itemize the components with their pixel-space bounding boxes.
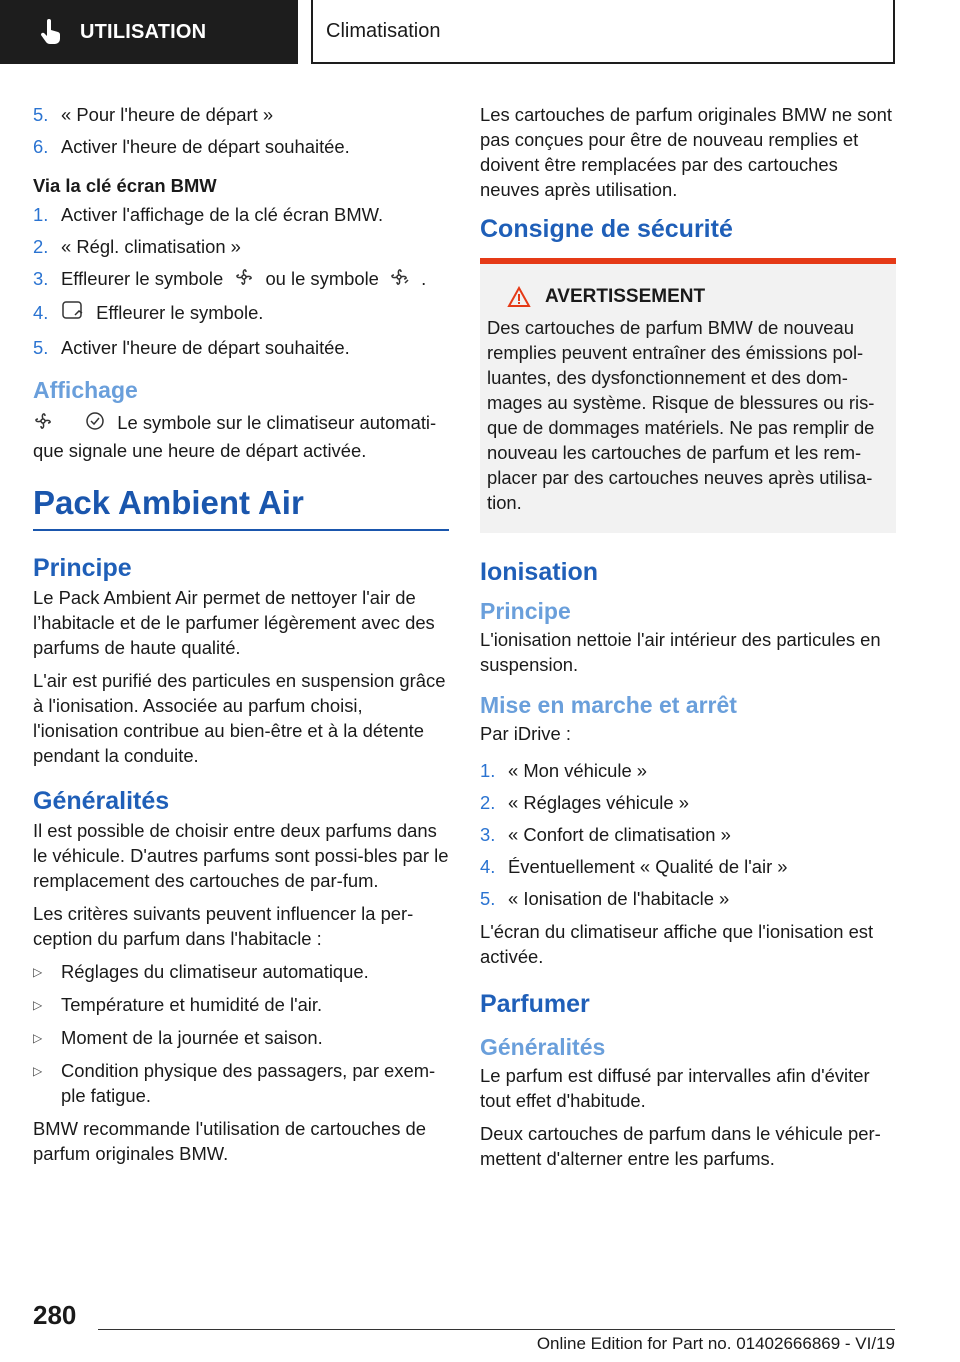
ionisation-heading: Ionisation bbox=[480, 558, 599, 586]
warning-triangle-icon bbox=[507, 286, 531, 308]
list-item bbox=[33, 234, 449, 259]
step-number: 5. bbox=[480, 888, 496, 909]
step-text bbox=[61, 300, 263, 328]
ionisation-note: L'écran du climatiseur affiche que l'ionisation est activée. bbox=[480, 921, 874, 967]
step-number: 6. bbox=[33, 136, 49, 157]
footer-divider bbox=[98, 1329, 895, 1330]
parfumer-heading: Parfumer bbox=[480, 990, 590, 1018]
principe-heading: Principe bbox=[480, 598, 571, 624]
step-number: 4. bbox=[480, 856, 496, 877]
fan-icon bbox=[234, 267, 254, 293]
list-item bbox=[480, 822, 896, 847]
principe-paragraph-1: Le Pack Ambient Air permet de nettoyer l'air de l’habitacle et de le parfumer légèrement avec des parfums de haute qualité. bbox=[33, 587, 435, 659]
list-item bbox=[33, 134, 449, 159]
step-text: « Pour l'heure de départ » bbox=[61, 104, 274, 125]
bullet-text: Réglages du climatiseur automatique. bbox=[61, 961, 369, 983]
timer-clock-icon bbox=[84, 410, 106, 438]
mise-en-marche-heading: Mise en marche et arrêt bbox=[480, 692, 737, 718]
step-number: 1. bbox=[33, 204, 49, 225]
bullet-text: Température et humidité de l'air. bbox=[61, 994, 323, 1016]
warning-header bbox=[487, 284, 888, 309]
via-title: Via la clé écran BMW bbox=[33, 175, 217, 196]
list-item bbox=[33, 300, 449, 328]
step-text-a: Effleurer le symbole. bbox=[96, 302, 264, 324]
list-item bbox=[33, 202, 449, 227]
step-number: 2. bbox=[480, 792, 496, 813]
section-tab bbox=[0, 0, 298, 64]
bullet-triangle-icon: ▷ bbox=[33, 1064, 43, 1079]
via-steps bbox=[33, 202, 449, 360]
list-item bbox=[480, 790, 896, 815]
criteria-list bbox=[33, 959, 449, 1108]
list-item bbox=[33, 992, 449, 1018]
warning-box bbox=[480, 258, 896, 533]
right-column bbox=[480, 102, 896, 1179]
warning-text: Des cartouches de parfum BMW de nouveau remplies peuvent entraîner des émissions pol-luantes, des dysfonctionnement et des dom-mages au système. Risque de blessures ou ris-que de dommages matériels. Ne pas remplir de nouveau les cartouches de parfum et les rem-placer par des cartouches neuves après utilisa-tion. bbox=[487, 317, 875, 513]
left-column bbox=[33, 102, 449, 1174]
chapter-title bbox=[311, 0, 895, 64]
steps-list-top bbox=[33, 102, 449, 159]
bullet-triangle-icon: ▷ bbox=[33, 965, 43, 980]
bullet-triangle-icon: ▷ bbox=[33, 1031, 43, 1046]
generalites-paragraph-2: Les critères suivants peuvent influencer la per-ception du parfum dans l'habitacle : bbox=[33, 903, 414, 950]
step-number: 3. bbox=[480, 824, 496, 845]
step-number: 3. bbox=[33, 268, 49, 289]
generalites-heading: Généralités bbox=[33, 787, 170, 816]
bullet-text: Moment de la journée et saison. bbox=[61, 1027, 323, 1049]
list-item bbox=[33, 1058, 449, 1108]
step-number: 2. bbox=[33, 236, 49, 257]
step-number: 4. bbox=[33, 302, 49, 324]
chapter-label: Climatisation bbox=[326, 19, 441, 42]
step-text: « Réglages véhicule » bbox=[508, 792, 689, 813]
step-text: « Mon véhicule » bbox=[508, 760, 648, 781]
generalites-heading: Généralités bbox=[480, 1034, 606, 1060]
list-item bbox=[480, 854, 896, 879]
edition-text: Online Edition for Part no. 01402666869 - VI/19 bbox=[536, 1334, 895, 1353]
step-text bbox=[61, 266, 426, 293]
step-text: « Régl. climatisation » bbox=[61, 236, 241, 257]
step-text: Éventuellement « Qualité de l'air » bbox=[508, 856, 788, 877]
affichage-text-b: que signale une heure de départ activée. bbox=[33, 440, 367, 462]
affichage-text bbox=[33, 410, 449, 463]
list-item bbox=[33, 1025, 449, 1051]
generalites-paragraph-1: Le parfum est diffusé par intervalles afin d'éviter tout effet d'habitude. bbox=[480, 1065, 870, 1111]
section-label: UTILISATION bbox=[80, 20, 207, 43]
fan-timer-icon bbox=[390, 267, 410, 293]
list-item bbox=[33, 335, 449, 360]
step-text: Activer l'affichage de la clé écran BMW. bbox=[61, 204, 384, 225]
generalites-paragraph-2: Deux cartouches de parfum dans le véhicule per-mettent d'alterner entre les parfums. bbox=[480, 1123, 881, 1169]
step-number: 5. bbox=[33, 337, 49, 359]
page-number: 280 bbox=[33, 1300, 77, 1330]
step-text: « Ionisation de l'habitacle » bbox=[508, 888, 730, 909]
step-number: 1. bbox=[480, 760, 496, 781]
step-text: Activer l'heure de départ souhaitée. bbox=[61, 337, 350, 359]
list-item bbox=[33, 959, 449, 985]
step-text: « Confort de climatisation » bbox=[508, 824, 731, 845]
step-number: 5. bbox=[33, 104, 49, 125]
affichage-heading: Affichage bbox=[33, 377, 138, 404]
par-idrive: Par iDrive : bbox=[480, 723, 571, 744]
step-text-a: Effleurer le symbole bbox=[61, 268, 224, 289]
principe-paragraph-2: L'air est purifié des particules en suspension grâce à l'ionisation. Associée au parfum choisi, l'ionisation contribue au bien-être et à la détente pendant la conduite. bbox=[33, 670, 446, 767]
principe-text: L'ionisation nettoie l'air intérieur des particules en suspension. bbox=[480, 629, 881, 675]
list-item bbox=[480, 886, 896, 911]
step-text-c: . bbox=[421, 268, 427, 289]
list-item bbox=[480, 758, 896, 783]
generalites-paragraph-1: Il est possible de choisir entre deux parfums dans le véhicule. D'autres parfums sont possi-bles par le remplacement des cartouches de par-fum. bbox=[33, 820, 449, 892]
timer-button-icon bbox=[61, 300, 85, 328]
hand-pointer-icon bbox=[40, 19, 66, 45]
warning-title: AVERTISSEMENT bbox=[545, 286, 706, 307]
bullet-text: Condition physique des passagers, par exem-ple fatigue. bbox=[61, 1060, 436, 1107]
step-text: Activer l'heure de départ souhaitée. bbox=[61, 136, 350, 157]
fan-timer-icon bbox=[33, 411, 53, 437]
closing-paragraph: BMW recommande l'utilisation de cartouches de parfum originales BMW. bbox=[33, 1118, 426, 1165]
list-item bbox=[33, 266, 449, 293]
principe-heading: Principe bbox=[33, 554, 132, 583]
intro-paragraph: Les cartouches de parfum originales BMW ne sont pas conçues pour être de nouveau remplies et doivent être remplacées par des cartouches neuves après utilisation. bbox=[480, 104, 892, 200]
consigne-heading: Consigne de sécurité bbox=[480, 215, 733, 243]
pack-ambient-air-heading: Pack Ambient Air bbox=[33, 483, 449, 531]
idrive-steps bbox=[480, 758, 896, 911]
bullet-triangle-icon: ▷ bbox=[33, 998, 43, 1013]
list-item bbox=[33, 102, 449, 127]
step-text-b: ou le symbole bbox=[265, 268, 379, 289]
affichage-text-a: Le symbole sur le climatiseur automati- bbox=[117, 412, 437, 434]
